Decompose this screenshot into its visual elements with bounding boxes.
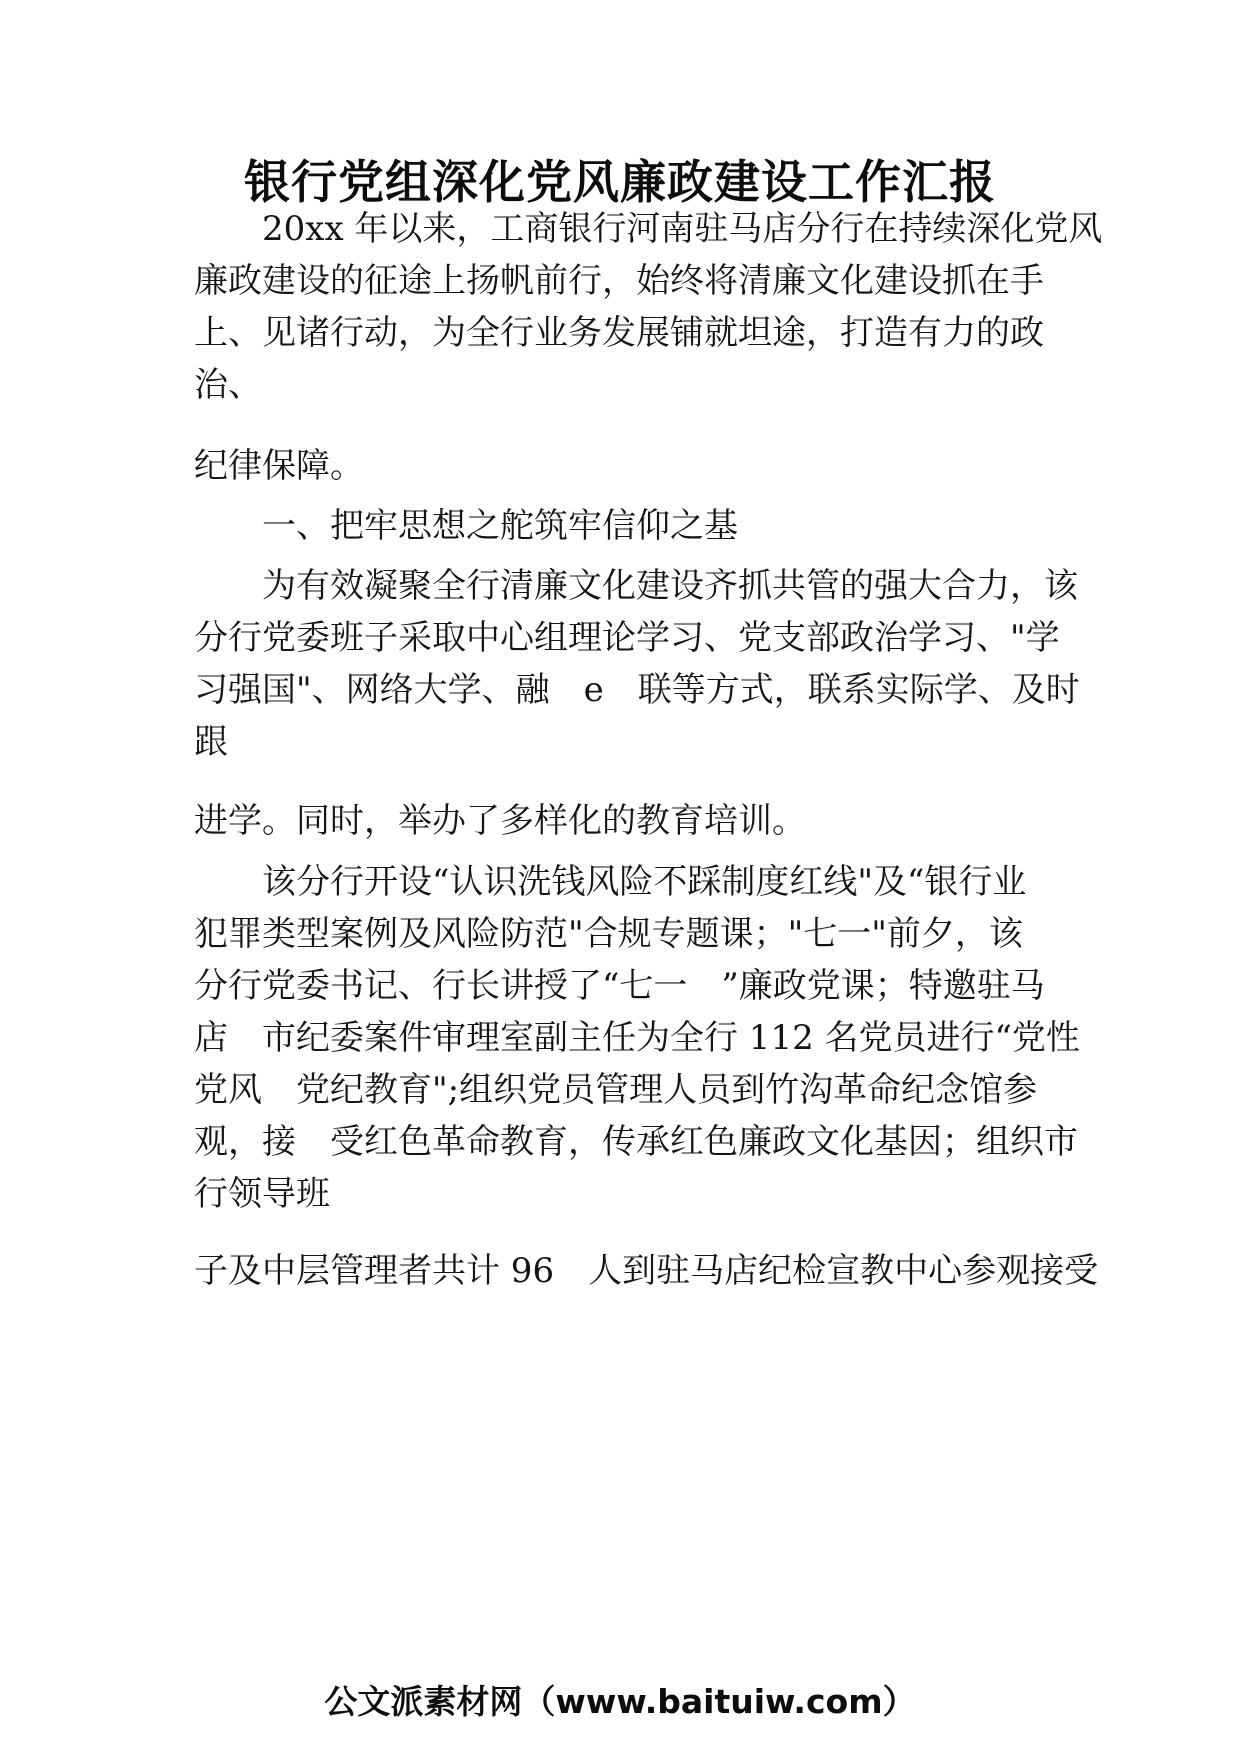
text-line: 为有效凝聚全行清廉文化建设齐抓共管的强大合力，该 xyxy=(262,566,1078,606)
document-title: 银行党组深化党风廉政建设工作汇报 xyxy=(244,155,996,209)
text-line: 廉政建设的征途上扬帆前行，始终将清廉文化建设抓在手 xyxy=(194,261,1044,301)
text-line: 习强国"、网络大学、融 e 联等方式，联系实际学、及时 xyxy=(194,670,1080,710)
paragraph-continuation xyxy=(194,440,1064,492)
text-line: 20xx 年以来，工商银行河南驻马店分行在持续深化党风 xyxy=(262,209,1103,249)
footer-watermark: 公文派素材网（www.baituiw.com） xyxy=(324,1682,916,1721)
paragraph-continuation xyxy=(194,1245,1099,1297)
text-line: 行领导班 xyxy=(194,1174,330,1214)
text-line: 犯罪类型案例及风险防范"合规专题课；"七一"前夕，该 xyxy=(194,914,1023,954)
text-line: 进学。同时，举办了多样化的教育培训。 xyxy=(194,801,806,841)
text-line: 纪律保障。 xyxy=(194,446,364,486)
paragraph-study xyxy=(194,560,1080,768)
text-line: 上、见诸行动，为全行业务发展铺就坦途，打造有力的政 xyxy=(194,313,1044,353)
paragraph-intro xyxy=(194,203,1103,411)
text-line: 分行党委班子采取中心组理论学习、党支部政治学习、"学 xyxy=(194,618,1060,658)
section-heading xyxy=(194,500,1064,552)
paragraph-training xyxy=(194,856,1080,1220)
text-line: 跟 xyxy=(194,722,228,762)
text-line: 分行党委书记、行长讲授了“七一 ”廉政党课；特邀驻马 xyxy=(194,966,1045,1006)
text-line: 该分行开设“认识洗钱风险不踩制度红线"及“银行业 xyxy=(262,862,1027,902)
text-line: 治、 xyxy=(194,365,262,405)
paragraph-continuation xyxy=(194,795,1064,847)
text-line: 子及中层管理者共计 96 人到驻马店纪检宣教中心参观接受 xyxy=(194,1251,1099,1291)
text-line: 一、把牢思想之舵筑牢信仰之基 xyxy=(262,506,738,546)
text-line: 店 市纪委案件审理室副主任为全行 112 名党员进行“党性 xyxy=(194,1018,1080,1058)
text-line: 观，接 受红色革命教育，传承红色廉政文化基因；组织市 xyxy=(194,1122,1078,1162)
text-line: 党风 党纪教育";组织党员管理人员到竹沟革命纪念馆参 xyxy=(194,1070,1038,1110)
